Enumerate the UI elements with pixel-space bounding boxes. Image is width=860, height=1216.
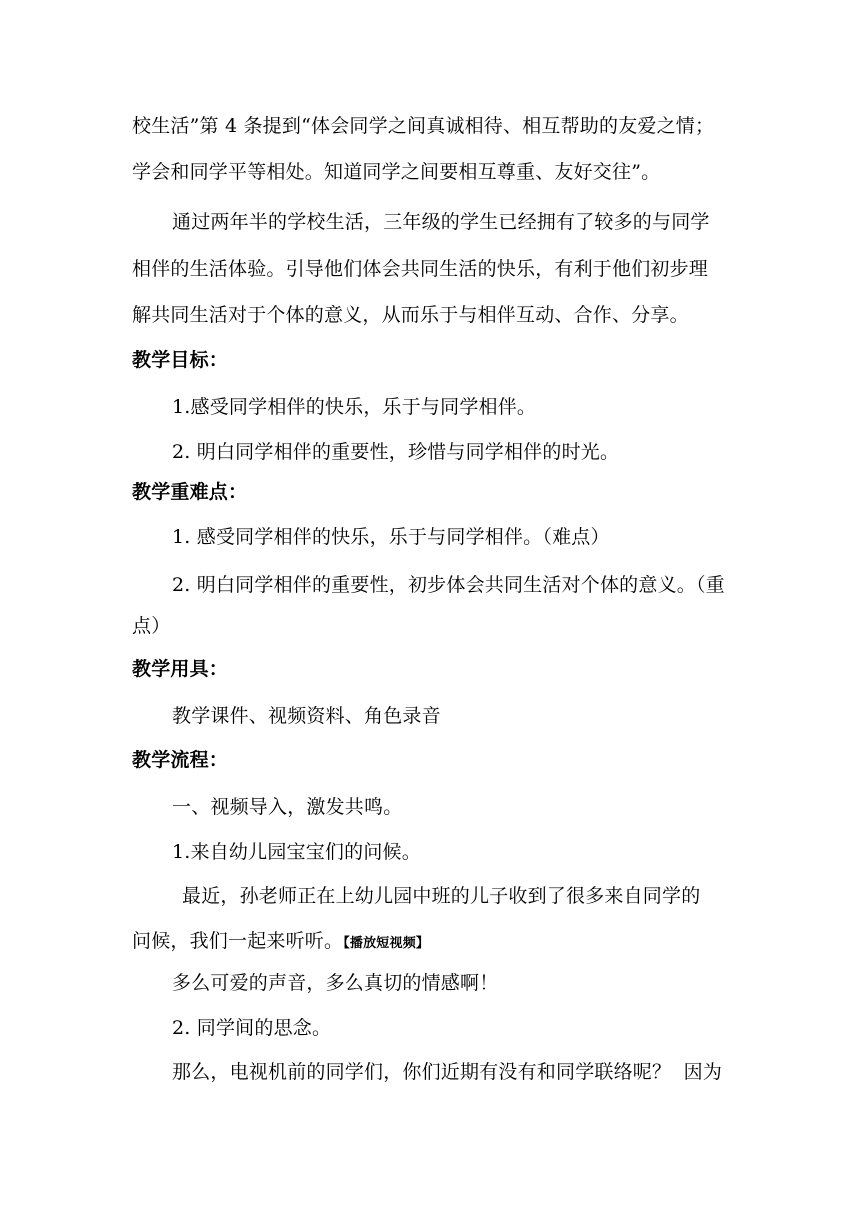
goals-heading: 教学目标： (132, 349, 229, 371)
process-substep: 2. 同学间的思念。 (172, 1017, 332, 1039)
video-tag: 【播放短视频】 (343, 936, 430, 951)
process-heading: 教学流程： (132, 749, 229, 771)
body-text-line: 相伴的生活体验。引导他们体会共同生活的快乐，有利于他们初步理 (132, 258, 709, 280)
body-text-line: 多么可爱的声音，多么真切的情感啊！ (172, 972, 499, 994)
process-step: 一、视频导入，激发共鸣。 (172, 796, 403, 818)
body-text-line: 校生活”第 4 条提到“体会同学之间真诚相待、相互帮助的友爱之情； (132, 115, 715, 137)
goal-item: 2. 明白同学相伴的重要性，珍惜与同学相伴的时光。 (172, 441, 620, 463)
para-text: 问候，我们一起来听听。 (132, 930, 344, 952)
body-text-line: 解共同生活对于个体的意义，从而乐于与相伴互动、合作、分享。 (132, 304, 689, 326)
goal-item: 1.感受同学相伴的快乐，乐于与同学相伴。 (172, 396, 537, 418)
tools-heading: 教学用具： (132, 658, 229, 680)
keypoint-item: 2. 明白同学相伴的重要性，初步体会共同生活对个体的意义。（重 (172, 574, 725, 596)
keypoint-item: 1. 感受同学相伴的快乐，乐于与同学相伴。（难点） (172, 526, 610, 548)
body-text-line (132, 928, 732, 957)
keypoint-item-continuation: 点） (132, 615, 171, 637)
keypoints-heading: 教学重难点： (132, 481, 248, 503)
body-text-line: 那么，电视机前的同学们，你们近期有没有和同学联络呢？ 因为 (172, 1061, 723, 1083)
process-substep: 1.来自幼儿园宝宝们的问候。 (172, 841, 421, 863)
body-text-line: 学会和同学平等相处。知道同学之间要相互尊重、友好交往”。 (132, 161, 661, 183)
body-text-line: 通过两年半的学校生活，三年级的学生已经拥有了较多的与同学 (172, 211, 710, 233)
tools-text: 教学课件、视频资料、角色录音 (172, 705, 441, 727)
body-text-line: 最近，孙老师正在上幼儿园中班的儿子收到了很多来自同学的 (182, 885, 701, 907)
